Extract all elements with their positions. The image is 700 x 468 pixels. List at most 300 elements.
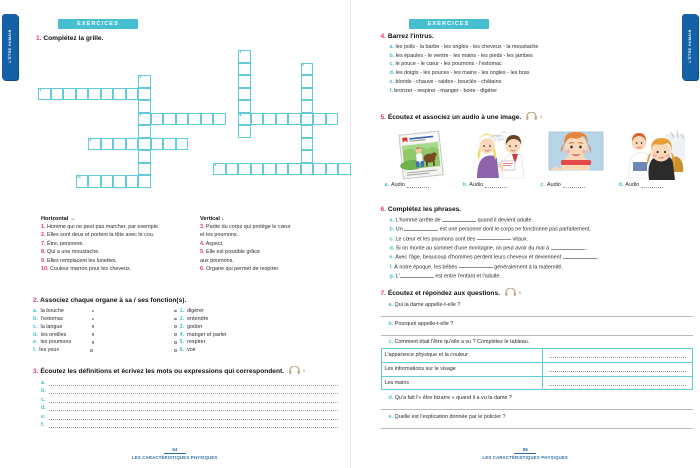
audio-track-number-3: 3 <box>302 368 305 374</box>
image-option-b[interactable] <box>463 128 535 189</box>
headphones-icon <box>289 366 300 377</box>
matching-item[interactable] <box>33 332 168 338</box>
matching-dot[interactable] <box>174 333 177 336</box>
crossword-cell-number: 2 <box>89 137 92 142</box>
crossword-cell[interactable] <box>151 138 164 151</box>
fill-blank-before: Avec l'âge, beaucoup d'hommes perdent leurs cheveux et deviennent <box>395 254 563 261</box>
matching-text: les oreilles <box>40 331 67 338</box>
answer-line-label: e. <box>41 413 46 420</box>
answer-line[interactable] <box>41 388 338 394</box>
clue-item <box>200 248 340 256</box>
matching-text: l'estomac <box>40 315 64 322</box>
crossword-cell[interactable] <box>138 88 151 101</box>
intruder-item[interactable] <box>390 43 691 52</box>
crossword-cell[interactable] <box>301 138 314 151</box>
fill-blank-item[interactable] <box>390 253 693 262</box>
crossword-cell[interactable] <box>301 100 314 113</box>
image-option-d[interactable] <box>619 128 691 189</box>
matching-item[interactable] <box>33 347 168 353</box>
crossword-cell[interactable] <box>226 163 239 176</box>
intruder-item[interactable] <box>390 87 691 96</box>
vertical-clues-title: Vertical ↓ <box>200 216 225 222</box>
fill-blank-label: b. <box>389 226 395 233</box>
matching-text: goûter <box>187 323 203 330</box>
exercices-banner-left <box>58 19 138 29</box>
clue-text: Elle est possible grâce <box>206 249 260 256</box>
answer-rule-d[interactable] <box>381 408 693 410</box>
headphones-icon <box>526 112 537 123</box>
question-a <box>381 302 693 308</box>
crossword-cell[interactable] <box>113 88 126 101</box>
matching-dot[interactable] <box>174 341 177 344</box>
fill-blank-input[interactable] <box>551 244 585 250</box>
crossword-cell-number: 10 <box>77 175 81 179</box>
exercise-6-number: 6. <box>380 206 386 213</box>
crossword-cell[interactable] <box>313 113 326 126</box>
clue-number: 4. <box>200 240 205 247</box>
answer-rule-b[interactable] <box>381 334 693 336</box>
fill-blank-item[interactable] <box>390 244 693 253</box>
crossword-cell[interactable] <box>313 163 326 176</box>
fill-blank-after: vitaux. <box>511 236 529 243</box>
caption-a-label: a. <box>384 182 389 189</box>
audio-track-number-5: 5 <box>518 290 521 296</box>
crossword-cell[interactable] <box>163 113 176 126</box>
caption-c-text: Audio <box>547 182 561 189</box>
clue-number: 2. <box>41 232 46 239</box>
matching-label: c. <box>33 323 38 330</box>
crossword-cell[interactable] <box>301 113 314 126</box>
crossword-cell[interactable] <box>238 163 251 176</box>
exercise-4 <box>381 33 691 95</box>
clue-item <box>41 257 186 265</box>
matching-item[interactable] <box>33 308 168 314</box>
crossword-cell[interactable] <box>101 88 114 101</box>
matching-dot[interactable] <box>92 318 95 321</box>
crossword-cell[interactable] <box>151 113 164 126</box>
exercise-3-answer-lines[interactable] <box>33 380 338 429</box>
clue-number: 6. <box>200 265 205 272</box>
intruder-label: b. <box>389 52 395 59</box>
answer-line-label: d. <box>41 405 46 412</box>
exercise-2-title: Associez chaque organe à sa / ses fonction(s). <box>40 297 187 304</box>
matching-label: 6. <box>179 347 185 354</box>
crossword-cell[interactable] <box>238 88 251 101</box>
matching-dot[interactable] <box>174 310 177 313</box>
clue-item <box>200 265 340 273</box>
crossword-cell[interactable] <box>138 150 151 163</box>
clue-item <box>41 265 186 273</box>
exercise-1-vertical-clues <box>200 216 340 273</box>
matching-item[interactable] <box>33 324 168 330</box>
clue-text: Partie du corps qui protège le cœur <box>206 224 291 230</box>
caption-c-label: c. <box>540 182 545 189</box>
fill-blank-after: généralement à la maternité. <box>492 264 563 271</box>
crossword-cell[interactable] <box>138 138 151 151</box>
exercise-6-items[interactable] <box>381 216 693 281</box>
matching-label: 3. <box>179 323 185 330</box>
question-b-text: Pourquoi appelle-t-elle ? <box>394 320 454 327</box>
exercise-7-number: 7. <box>380 290 386 298</box>
fill-blank-before: Si on monte au sommet d'une montagne, on peut avoir du mal à <box>395 245 551 252</box>
matching-text: la langue <box>40 323 63 330</box>
exercise-1-number: 1. <box>36 35 42 42</box>
fill-blank-item[interactable] <box>390 263 693 272</box>
crossword-cell[interactable] <box>76 175 89 188</box>
exercise-7-table[interactable] <box>381 348 693 390</box>
clue-number: 8. <box>41 249 46 256</box>
right-page-footer <box>351 447 700 460</box>
crossword-cell[interactable] <box>288 163 301 176</box>
question-b-label: b. <box>388 320 394 327</box>
exercise-5 <box>381 112 691 188</box>
crossword-cell[interactable] <box>238 100 251 113</box>
answer-line-label: c. <box>41 396 46 403</box>
crossword-cell[interactable] <box>263 163 276 176</box>
crossword-cell[interactable] <box>163 138 176 151</box>
crossword-cell[interactable] <box>201 113 214 126</box>
crossword-cell[interactable] <box>301 163 314 176</box>
crossword-cell[interactable] <box>301 63 314 76</box>
matching-dot[interactable] <box>174 325 177 328</box>
answer-line[interactable] <box>41 405 338 411</box>
left-page-footer <box>0 447 350 460</box>
caption-a <box>385 182 457 188</box>
matching-item[interactable] <box>174 339 309 345</box>
matching-text: digérer <box>187 307 204 314</box>
question-a-text: Qui la dame appelle-t-elle ? <box>394 302 461 309</box>
answer-line-rule[interactable] <box>49 397 338 403</box>
clue-number: 7. <box>41 240 46 247</box>
fill-blank-label: g. <box>389 273 395 280</box>
intruder-item[interactable] <box>390 78 691 87</box>
crossword-cell[interactable] <box>251 163 264 176</box>
caption-d-label: d. <box>618 182 624 189</box>
matching-text: entendre <box>187 315 209 322</box>
illustration-couple-at-table <box>619 128 691 180</box>
caption-d <box>619 182 691 188</box>
crossword-cell[interactable] <box>238 113 251 126</box>
crossword-cell[interactable] <box>301 75 314 88</box>
crossword-cell[interactable] <box>238 50 251 63</box>
question-e <box>381 414 693 420</box>
matching-label: b. <box>33 315 38 322</box>
crossword-cell[interactable] <box>213 113 226 126</box>
intruder-item[interactable] <box>390 69 691 78</box>
clue-item <box>41 240 186 248</box>
exercise-4-items[interactable] <box>381 43 691 96</box>
illustration-woman-and-man-with-notebook <box>463 128 535 180</box>
matching-label: a. <box>33 307 38 314</box>
clue-text: Homme qui ne peut pas marcher, par exemple. <box>47 224 160 230</box>
answer-line[interactable] <box>41 380 338 386</box>
caption-c <box>541 182 613 188</box>
crossword-cell[interactable] <box>251 113 264 126</box>
exercise-4-title: Barrez l'intrus. <box>387 33 434 40</box>
table-row-answer[interactable] <box>543 376 692 390</box>
answer-line[interactable] <box>41 414 338 420</box>
matching-label: d. <box>33 331 38 338</box>
fill-blank-label: d. <box>389 245 395 252</box>
clue-text: Elles sont deux et portent la tête avec le cou. <box>47 232 155 239</box>
matching-dot[interactable] <box>90 349 93 352</box>
exercise-4-number: 4. <box>380 33 386 40</box>
crossword-cell[interactable] <box>88 88 101 101</box>
matching-item[interactable] <box>174 324 309 330</box>
table-row-label: Les informations sur le visage <box>381 362 543 376</box>
image-option-a[interactable] <box>385 128 457 189</box>
crossword-cell[interactable] <box>126 138 139 151</box>
exercices-banner-label: EXERCICES <box>77 21 119 27</box>
illustration-redhead-portrait <box>541 128 613 180</box>
caption-a-blank[interactable] <box>407 183 429 188</box>
intruder-text: les poils - la barbe - les ongles - les cheveux - la moustache <box>395 43 539 50</box>
answer-line[interactable] <box>41 397 338 403</box>
exercise-7-heading <box>381 288 693 299</box>
matching-label: 4. <box>179 331 185 338</box>
clue-item <box>41 231 186 239</box>
fill-blank-input[interactable] <box>477 235 511 241</box>
matching-item[interactable] <box>174 316 309 322</box>
crossword-cell[interactable] <box>88 175 101 188</box>
clue-text: et les poumons. <box>200 232 239 239</box>
fill-blank-input[interactable] <box>404 225 438 231</box>
fill-blank-item[interactable] <box>390 225 693 234</box>
exercise-6-title: Complétez les phrases. <box>387 206 462 213</box>
clue-text: Elles remplacent les lunettes. <box>47 257 118 264</box>
question-d <box>381 395 693 401</box>
matching-dot[interactable] <box>174 349 177 352</box>
table-row-label: Les mains <box>381 376 543 390</box>
clue-text: Être, personne. <box>47 240 84 247</box>
image-option-c[interactable] <box>541 128 613 189</box>
matching-text: voir <box>187 347 196 354</box>
exercise-3-title: Écoutez les définitions et écrivez les mots ou expressions qui correspondent. <box>40 368 285 376</box>
crossword-cell[interactable] <box>51 88 64 101</box>
crossword-cell[interactable] <box>126 175 139 188</box>
crossword-cell[interactable] <box>176 113 189 126</box>
crossword-cell[interactable] <box>138 175 151 188</box>
crossword-cell[interactable] <box>138 125 151 138</box>
question-c-label: c. <box>388 339 393 346</box>
left-footer-section: LES CARACTÉRISTIQUES PHYSIQUES <box>132 455 218 460</box>
exercise-1-heading <box>36 35 336 43</box>
exercise-3 <box>33 366 338 428</box>
crossword-cell[interactable] <box>288 113 301 126</box>
intruder-item[interactable] <box>390 52 691 61</box>
exercise-4-heading <box>381 33 691 41</box>
matching-text: manger et parler <box>187 331 227 338</box>
exercise-3-heading <box>33 366 338 377</box>
crossword-cell[interactable] <box>138 113 151 126</box>
crossword-cell[interactable] <box>101 175 114 188</box>
fill-blank-item[interactable] <box>390 235 693 244</box>
intruder-text: blonds - chauve - raides - bouclés - châtains <box>395 78 502 85</box>
horizontal-clues-title: Horizontal → <box>41 216 76 222</box>
exercise-1 <box>36 35 336 43</box>
intruder-item[interactable] <box>390 60 691 69</box>
crossword-cell[interactable] <box>238 63 251 76</box>
exercices-banner-label-right: EXERCICES <box>427 21 470 27</box>
intruder-label: c. <box>389 61 394 68</box>
table-row <box>381 376 692 390</box>
fill-blank-item[interactable] <box>390 272 693 281</box>
answer-line-rule[interactable] <box>49 388 338 394</box>
exercise-6 <box>381 206 693 281</box>
crossword-cell-number: 1 <box>39 87 42 92</box>
table-row <box>381 362 692 376</box>
crossword-cell-number: 3 <box>139 75 142 79</box>
right-page-number: 55 <box>522 447 528 453</box>
answer-rule-a[interactable] <box>381 315 693 317</box>
answer-line-rule[interactable] <box>49 414 338 420</box>
exercise-2-matching <box>33 308 338 353</box>
matching-dot[interactable] <box>174 318 177 321</box>
caption-b-blank[interactable] <box>485 183 507 188</box>
table-row-answer[interactable] <box>543 349 692 363</box>
side-tab-left <box>2 14 18 80</box>
caption-b-text: Audio <box>469 182 484 189</box>
matching-item[interactable] <box>174 308 309 314</box>
answer-line-rule[interactable] <box>49 405 338 411</box>
fill-blank-before: Le cœur et les poumons sont des <box>395 236 477 243</box>
illustration-book-cover <box>385 128 457 180</box>
fill-blank-label: f. <box>389 264 393 271</box>
matching-item[interactable] <box>33 316 168 322</box>
crossword-cell[interactable] <box>213 163 226 176</box>
matching-label: 5. <box>179 339 185 346</box>
crossword-cell[interactable] <box>301 150 314 163</box>
exercise-2-number: 2. <box>33 297 39 304</box>
fill-blank-after: . <box>596 254 600 261</box>
crossword-cell[interactable] <box>338 163 351 176</box>
fill-blank-input[interactable] <box>459 263 493 269</box>
fill-blank-after: quand il devient adulte. <box>476 217 534 224</box>
clue-item <box>200 223 340 231</box>
crossword-cell[interactable] <box>176 138 189 151</box>
matching-text: la bouche <box>40 307 64 314</box>
matching-text: les yeux <box>39 347 60 354</box>
table-row-label: L'apparence physique et la couleur <box>381 349 543 363</box>
matching-item[interactable] <box>174 332 309 338</box>
caption-d-blank[interactable] <box>641 183 663 188</box>
matching-dot[interactable] <box>92 341 95 344</box>
caption-c-blank[interactable] <box>563 183 585 188</box>
footer-divider <box>164 453 186 454</box>
crossword-cell[interactable] <box>138 75 151 88</box>
intruder-label: a. <box>389 43 394 50</box>
question-e-label: e. <box>388 413 393 420</box>
side-tab-label-right: L'ÊTRE HUMAIN <box>688 29 692 63</box>
question-c <box>381 339 693 345</box>
crossword-cell[interactable] <box>38 88 51 101</box>
matching-label: 1. <box>179 307 185 314</box>
crossword-cell[interactable] <box>113 138 126 151</box>
intruder-label: e. <box>389 78 394 85</box>
crossword-cell[interactable] <box>263 113 276 126</box>
intruder-label: d. <box>389 70 395 77</box>
matching-text: respirer <box>187 339 206 346</box>
fill-blank-item[interactable] <box>390 216 693 225</box>
fill-blank-input[interactable] <box>442 216 476 222</box>
caption-d-text: Audio <box>625 182 640 189</box>
crossword-cell[interactable] <box>113 175 126 188</box>
crossword-cell[interactable] <box>76 88 89 101</box>
crossword-cell[interactable] <box>326 113 339 126</box>
side-tab-label: L'ÊTRE HUMAIN <box>8 29 12 63</box>
exercise-2-heading <box>33 297 338 305</box>
clue-text: Qui a une moustache. <box>47 249 100 256</box>
exercise-1-horizontal-clues <box>41 216 186 273</box>
question-b <box>381 321 693 327</box>
clue-item <box>200 240 340 248</box>
intruder-text: les épaules - le ventre - les mains - les pieds - les jambes <box>395 52 533 59</box>
matching-dot[interactable] <box>92 325 95 328</box>
clue-number: 5. <box>200 249 205 256</box>
matching-item[interactable] <box>174 347 309 353</box>
fill-blank-input[interactable] <box>563 253 597 259</box>
intruder-label: f. <box>389 87 393 94</box>
crossword-cell[interactable] <box>238 125 251 138</box>
fill-blank-label: c. <box>389 236 394 243</box>
matching-left-column <box>33 308 168 353</box>
matching-dot[interactable] <box>92 310 95 313</box>
left-page-number: 54 <box>172 447 178 453</box>
crossword-cell[interactable] <box>138 100 151 113</box>
table-row <box>381 349 692 363</box>
answer-line[interactable] <box>41 422 338 428</box>
question-d-label: d. <box>388 395 394 402</box>
matching-item[interactable] <box>33 339 168 345</box>
crossword-cell[interactable] <box>88 138 101 151</box>
crossword-cell[interactable] <box>301 88 314 101</box>
clue-item <box>200 231 340 239</box>
crossword-cell-number: 9 <box>214 162 217 167</box>
crossword-cell-number: 8 <box>239 112 242 117</box>
clue-number: 10. <box>41 265 49 272</box>
crossword-cell[interactable] <box>63 88 76 101</box>
fill-blank-before: Un <box>395 226 405 233</box>
crossword-cell-number: 5 <box>302 62 304 67</box>
matching-dot[interactable] <box>92 333 95 336</box>
exercise-1-title: Complétez la grille. <box>43 35 104 42</box>
crossword-cell[interactable] <box>301 125 314 138</box>
fill-blank-after: . <box>584 245 588 252</box>
fill-blank-before: L'homme arrête de <box>395 217 443 224</box>
fill-blank-before: À notre époque, les bébés <box>394 264 459 271</box>
question-e-text: Quelle est l'explication donnée par le policier ? <box>394 413 506 420</box>
table-row-answer[interactable] <box>543 362 692 376</box>
audio-track-number-4: 4 <box>539 114 543 120</box>
answer-line-rule[interactable] <box>49 380 338 386</box>
exercise-2 <box>33 297 338 353</box>
crossword-grid[interactable] <box>38 50 338 210</box>
crossword-cell[interactable] <box>101 138 114 151</box>
clue-number: 9. <box>41 257 46 264</box>
answer-line-rule[interactable] <box>49 422 338 428</box>
fill-blank-input[interactable] <box>400 272 434 278</box>
crossword-cell[interactable] <box>238 75 251 88</box>
crossword-cell[interactable] <box>138 163 151 176</box>
crossword-cell[interactable] <box>276 113 289 126</box>
clue-text: Organe qui permet de respirer. <box>206 265 280 272</box>
crossword-cell[interactable] <box>126 88 139 101</box>
crossword-cell[interactable] <box>188 113 201 126</box>
answer-rule-e[interactable] <box>381 427 693 429</box>
crossword-cell[interactable] <box>326 163 339 176</box>
crossword-cell[interactable] <box>276 163 289 176</box>
intruder-text: les doigts - les pouces - les mains - les ongles - les bras <box>395 70 530 77</box>
